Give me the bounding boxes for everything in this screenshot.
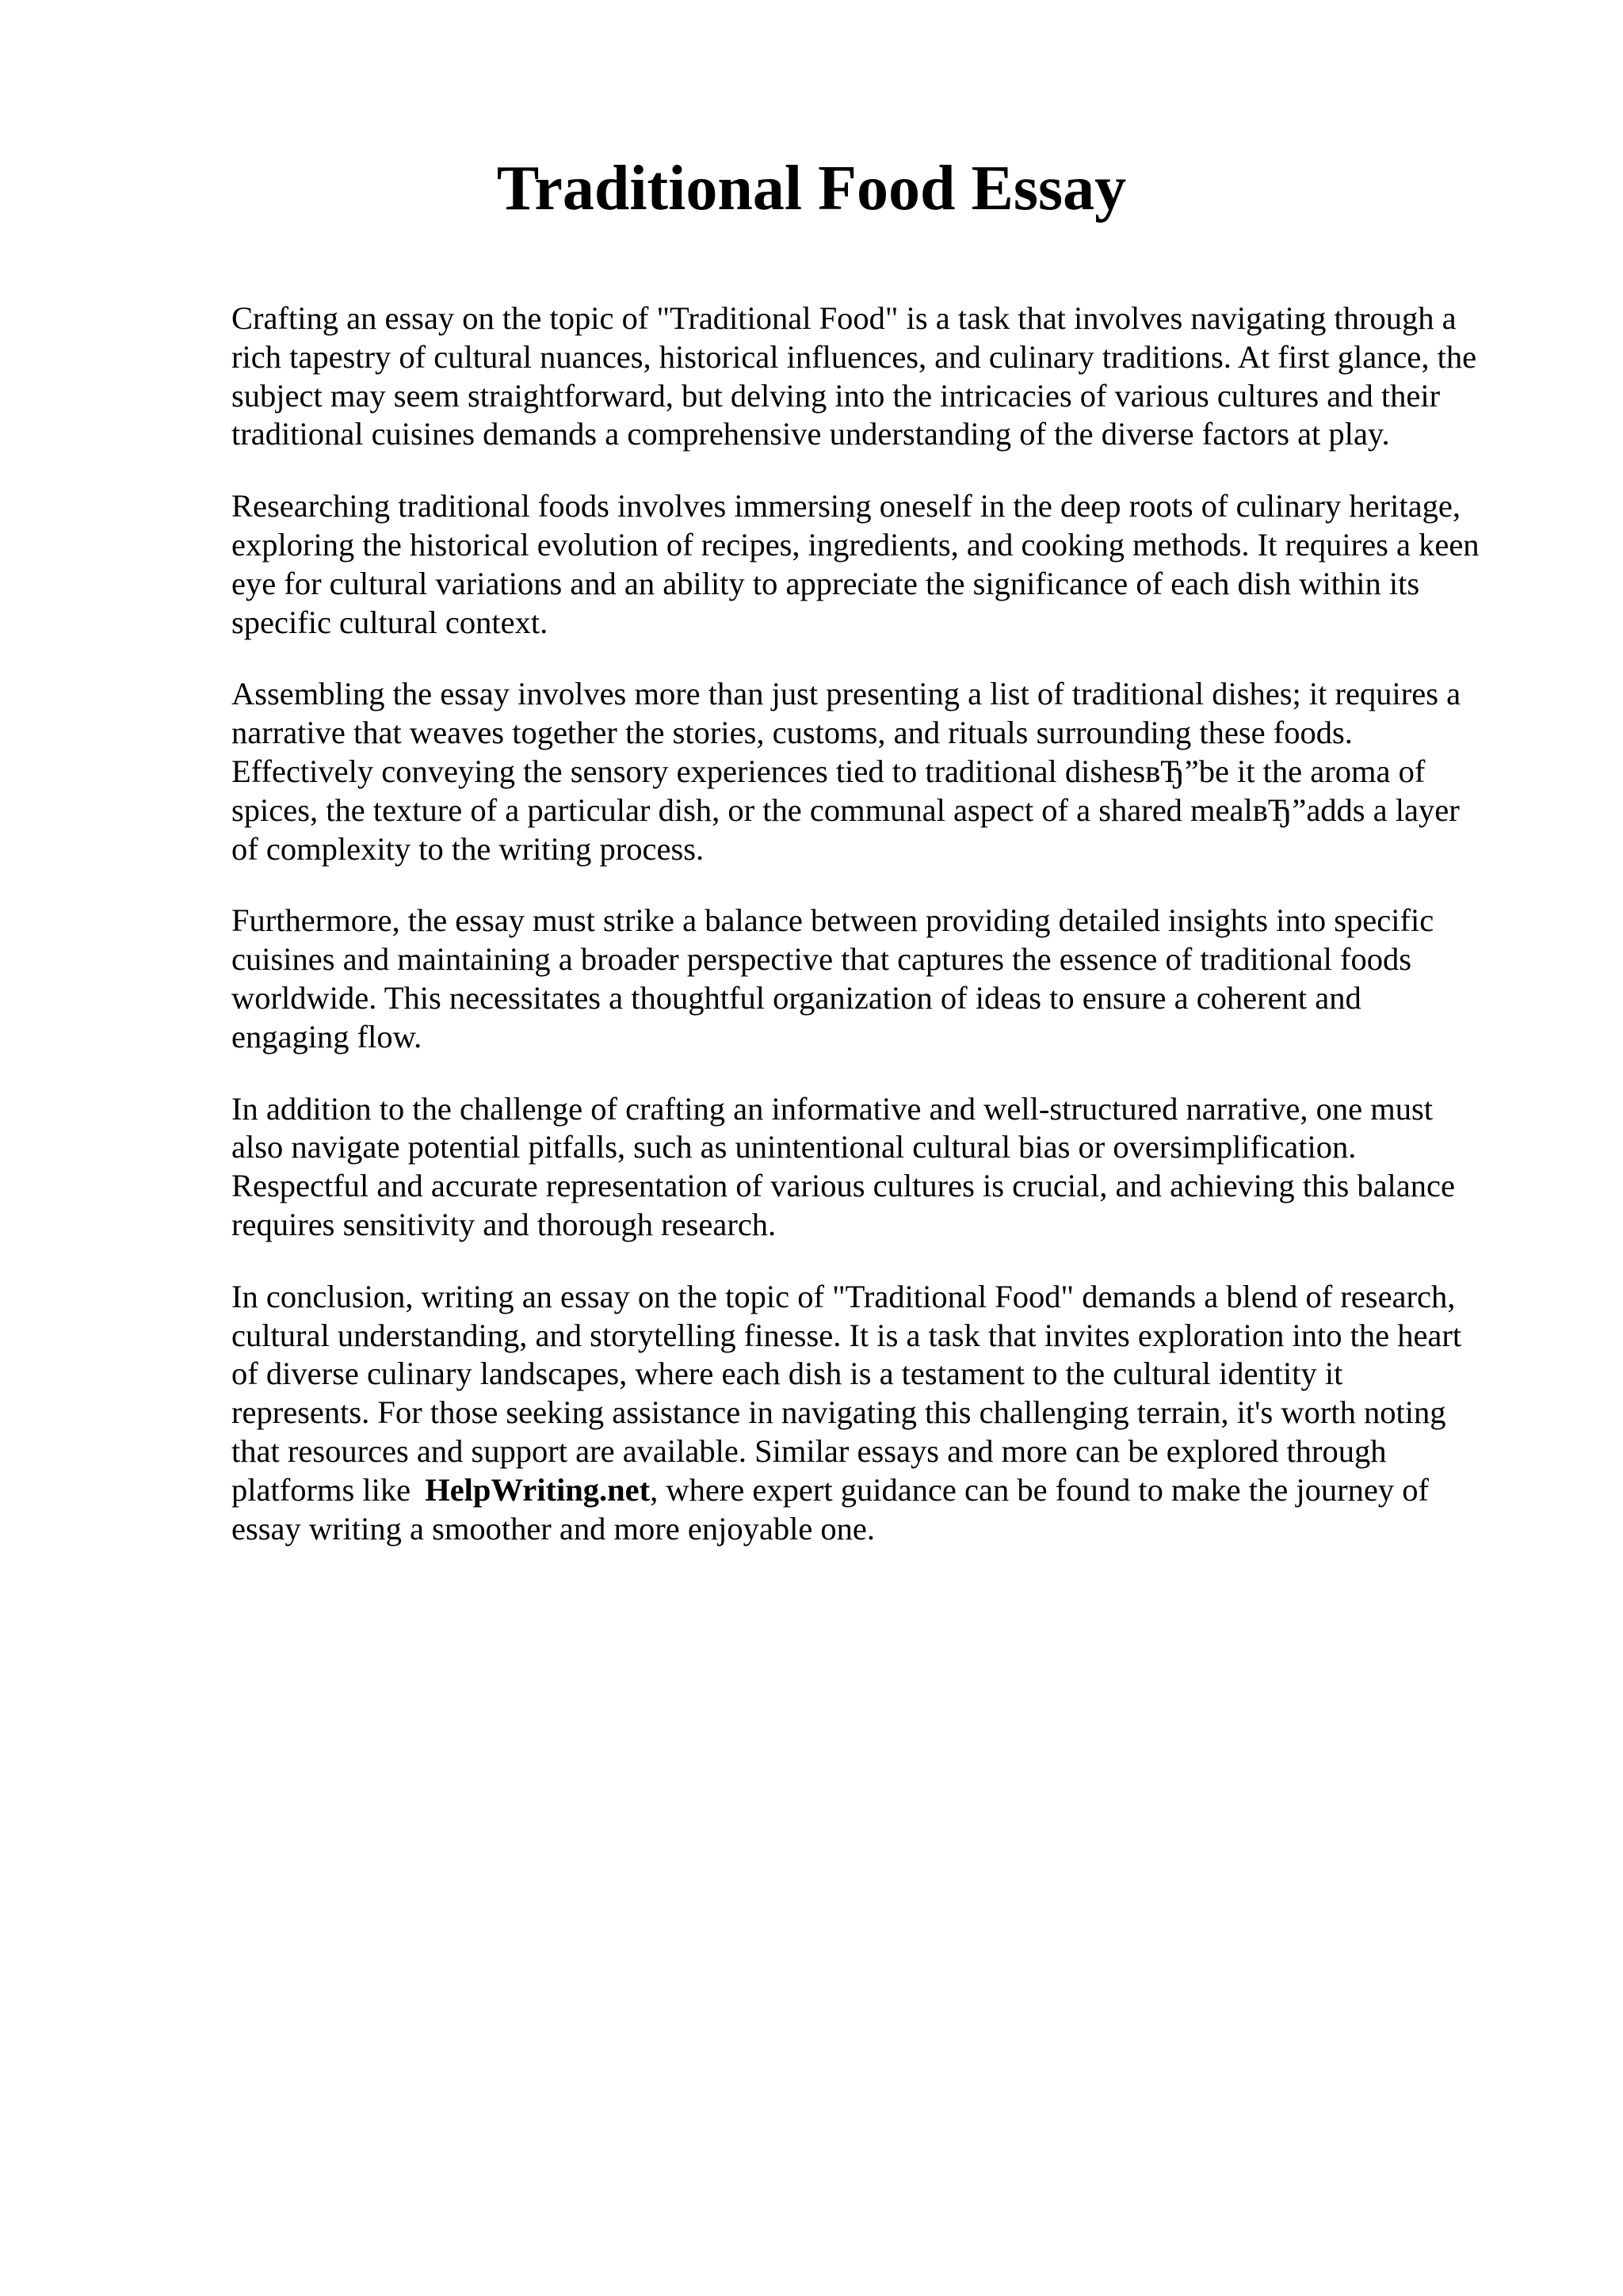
text-line: that resources and support are available. Similar essays and more can be explored through <box>231 1432 1387 1469</box>
text-line: of diverse culinary landscapes, where each dish is a testament to the cultural identity it <box>231 1356 1343 1392</box>
text-line: Crafting an essay on the topic of "Traditional Food" is a task that involves navigating through a <box>231 300 1457 336</box>
text-line: rich tapestry of cultural nuances, historical influences, and culinary traditions. At first glance, the <box>231 338 1477 375</box>
paragraph-4 <box>231 902 1515 1056</box>
text-line: cuisines and maintaining a broader perspective that captures the essence of traditional foods <box>231 941 1411 978</box>
text-line: worldwide. This necessitates a thoughtful organization of ideas to ensure a coherent and <box>231 979 1361 1016</box>
text-line: essay writing a smoother and more enjoyable one. <box>231 1510 876 1547</box>
paragraph-3 <box>231 675 1515 868</box>
text-line: exploring the historical evolution of recipes, ingredients, and cooking methods. It requires a keen <box>231 526 1480 563</box>
text-line: eye for cultural variations and an ability to appreciate the significance of each dish within its <box>231 565 1420 601</box>
text-line: In conclusion, writing an essay on the topic of "Traditional Food" demands a blend of research, <box>231 1278 1456 1314</box>
text-line: Researching traditional foods involves immersing oneself in the deep roots of culinary heritage, <box>231 488 1461 524</box>
text-line: In addition to the challenge of crafting an informative and well-structured narrative, one must <box>231 1090 1433 1127</box>
text-line: Effectively conveying the sensory experiences tied to traditional dishesвЂ”be it the aroma of <box>231 753 1426 789</box>
document-title: Traditional Food Essay <box>496 154 1127 223</box>
link-suffix-text: , where expert guidance can be found to make the journey of <box>650 1471 1429 1508</box>
text-line: engaging flow. <box>231 1018 422 1055</box>
text-line: Assembling the essay involves more than just presenting a list of traditional dishes; it requires a <box>231 676 1461 712</box>
link-prefix-text: platforms like <box>231 1471 419 1508</box>
text-line: spices, the texture of a particular dish, or the communal aspect of a shared mealвЂ”adds a layer <box>231 791 1460 828</box>
paragraph-6 <box>231 1278 1515 1549</box>
document-body <box>231 299 1515 1581</box>
text-line: specific cultural context. <box>231 604 548 640</box>
paragraph-2 <box>231 487 1515 642</box>
text-line: requires sensitivity and thorough research. <box>231 1206 777 1242</box>
text-line: also navigate potential pitfalls, such as unintentional cultural bias or oversimplification. <box>231 1129 1357 1165</box>
text-line: Furthermore, the essay must strike a balance between providing detailed insights into specific <box>231 902 1434 939</box>
paragraph-1 <box>231 299 1515 454</box>
text-line: represents. For those seeking assistance in navigating this challenging terrain, it's worth noting <box>231 1394 1446 1431</box>
text-line: narrative that weaves together the stories, customs, and rituals surrounding these foods. <box>231 715 1353 751</box>
text-line: Respectful and accurate representation of various cultures is crucial, and achieving this balance <box>231 1168 1455 1204</box>
text-line: subject may seem straightforward, but delving into the intricacies of various cultures and their <box>231 377 1441 414</box>
text-line: of complexity to the writing process. <box>231 830 705 867</box>
link-text-line <box>231 1471 1515 1510</box>
text-line: traditional cuisines demands a comprehensive understanding of the diverse factors at play. <box>231 416 1390 452</box>
helpwriting-link[interactable]: HelpWriting.net <box>425 1471 651 1508</box>
paragraph-5 <box>231 1090 1515 1245</box>
text-line: cultural understanding, and storytelling finesse. It is a task that invites exploration into the heart <box>231 1317 1462 1353</box>
